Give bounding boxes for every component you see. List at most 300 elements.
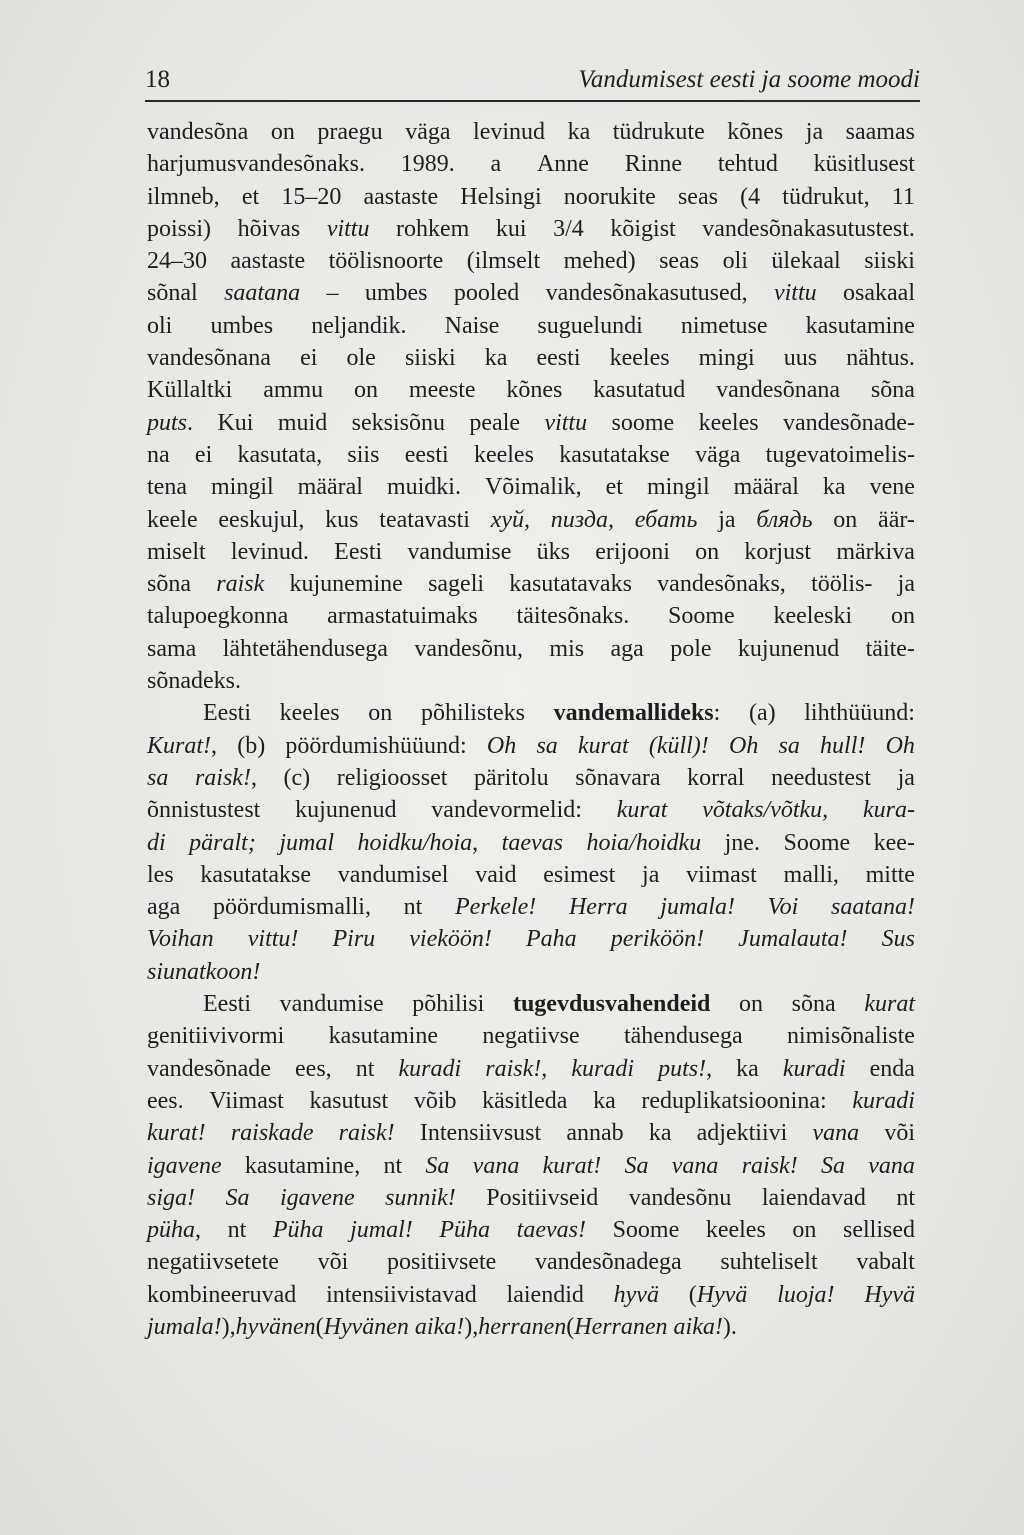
text-segment: vandesõnu	[628, 1184, 732, 1211]
word	[659, 245, 699, 277]
word	[473, 116, 545, 148]
word	[740, 181, 760, 213]
word	[228, 1214, 247, 1246]
text-segment: kasutatakse	[559, 441, 670, 468]
text-segment: käsitleda	[482, 1087, 568, 1114]
text-segment: Anne	[536, 151, 589, 178]
word	[657, 568, 786, 600]
italic-term: igavene	[279, 1184, 355, 1211]
word	[898, 568, 915, 600]
word	[147, 181, 220, 213]
word	[147, 245, 207, 277]
word	[420, 1117, 541, 1149]
text-segment: armastatuimaks	[327, 603, 478, 630]
word	[231, 245, 306, 277]
text-segment: kasutamine	[805, 312, 915, 339]
text-line	[147, 891, 915, 923]
word	[613, 1214, 680, 1246]
word	[783, 407, 915, 439]
word	[473, 1150, 520, 1182]
italic-term: kuradi	[782, 1055, 846, 1082]
text-line	[147, 1246, 915, 1278]
text-segment: rohkem	[396, 215, 470, 242]
text-segment: Rinne	[624, 151, 683, 178]
word	[611, 923, 704, 955]
text-segment: Eesti	[203, 700, 251, 727]
text-segment: ka	[567, 119, 591, 145]
italic-term: vittu!	[247, 926, 299, 953]
italic-term: raisk!	[194, 764, 251, 791]
word	[642, 859, 659, 891]
word	[405, 342, 456, 374]
italic-term: siunatkoon!	[147, 958, 261, 985]
italic-term: Püha	[439, 1217, 491, 1244]
word	[317, 116, 382, 148]
word	[787, 1020, 915, 1052]
word	[593, 374, 685, 406]
text-segment: erijooni	[595, 538, 670, 565]
text-segment: määral	[297, 474, 363, 501]
text-segment: ja	[718, 506, 736, 533]
word	[295, 1053, 332, 1085]
word	[744, 536, 811, 568]
word	[431, 794, 582, 826]
text-segment: on	[368, 700, 393, 727]
word	[517, 1214, 586, 1246]
italic-term: vittu	[326, 215, 370, 242]
italic-term: võtaks/võtku,	[702, 797, 829, 824]
text-segment: peale	[469, 409, 521, 436]
word	[147, 1182, 195, 1214]
word	[491, 504, 530, 536]
text-line	[147, 504, 915, 536]
italic-term: Sa	[624, 1152, 649, 1179]
text-segment: pöördumishüüund:	[285, 732, 467, 759]
italic-term: vana	[868, 1152, 915, 1179]
text-segment: (ilmselt	[466, 248, 541, 275]
text-segment: ka	[484, 345, 508, 372]
word	[768, 891, 799, 923]
text-segment: miselt	[147, 538, 206, 565]
word	[217, 407, 253, 439]
word	[231, 536, 309, 568]
text-segment: korjust	[744, 538, 812, 565]
word	[428, 568, 484, 600]
text-segment: neljandik.	[311, 312, 407, 339]
text-segment: vandevormelid:	[431, 797, 582, 824]
word	[697, 1117, 788, 1149]
text-segment: tehtud	[717, 151, 778, 178]
word	[347, 342, 376, 374]
text-segment: kõigist	[610, 215, 676, 242]
word	[553, 213, 584, 245]
text-segment: keeles	[473, 441, 534, 468]
word	[210, 310, 273, 342]
word	[549, 633, 584, 665]
italic-term: kuradi	[852, 1087, 915, 1114]
text-segment: vandumise	[407, 538, 512, 565]
word	[554, 697, 721, 729]
text-segment: on	[739, 991, 764, 1018]
italic-term: raisk!,	[485, 1055, 548, 1082]
word	[856, 1246, 915, 1278]
text-segment: –	[326, 280, 339, 307]
word	[831, 891, 915, 923]
italic-term: Sus	[881, 926, 915, 953]
text-segment: eeskujul,	[218, 506, 305, 533]
word	[771, 245, 840, 277]
word	[702, 213, 915, 245]
word	[863, 794, 915, 826]
text-segment: hõivas	[237, 215, 301, 242]
word	[779, 730, 800, 762]
word	[649, 1117, 672, 1149]
word	[379, 504, 470, 536]
text-segment: ilmneb,	[147, 183, 220, 210]
word	[485, 1053, 547, 1085]
text-segment: aga	[147, 894, 181, 921]
text-segment: malli,	[783, 861, 839, 888]
word	[485, 342, 508, 374]
word	[559, 439, 670, 471]
word	[564, 181, 656, 213]
word	[334, 536, 382, 568]
word	[706, 1214, 766, 1246]
text-segment: 1989.	[400, 151, 455, 178]
text-segment: kombineeruvad	[147, 1281, 297, 1308]
italic-term: Hyvä	[864, 1281, 915, 1308]
text-segment: needustest	[771, 764, 872, 791]
word	[365, 277, 428, 309]
word	[668, 600, 735, 632]
word	[641, 1085, 826, 1117]
word	[578, 730, 629, 762]
word	[147, 600, 288, 632]
text-line	[147, 859, 915, 891]
italic-term: (küll)!	[648, 732, 709, 759]
word	[383, 1150, 402, 1182]
word	[884, 1117, 915, 1149]
italic-term: блядь	[756, 506, 813, 533]
italic-term: jumala!	[147, 1313, 222, 1340]
text-segment: nt	[403, 894, 423, 921]
text-segment: ,	[195, 1217, 201, 1244]
text-segment: ).	[722, 1313, 737, 1340]
text-segment: põhilisi	[412, 991, 485, 1018]
word	[467, 245, 540, 277]
text-segment: religioosset	[336, 764, 448, 791]
text-line	[147, 245, 915, 277]
word	[606, 471, 623, 503]
italic-term: Paha	[526, 926, 577, 953]
word	[218, 504, 304, 536]
word	[792, 988, 836, 1020]
text-segment: kujunenud	[295, 797, 397, 824]
text-segment: sõnal	[147, 280, 198, 307]
italic-term: puts	[147, 409, 188, 436]
text-segment: saamas	[845, 119, 915, 145]
word	[216, 568, 264, 600]
text-segment: 24–30	[147, 248, 207, 275]
word	[727, 116, 783, 148]
text-segment: siiski	[864, 248, 915, 275]
text-segment: Helsingi	[460, 183, 542, 210]
word	[407, 536, 511, 568]
word	[814, 148, 915, 180]
text-segment: sellised	[842, 1217, 915, 1244]
word	[147, 471, 187, 503]
text-segment: mingi	[698, 345, 755, 372]
word	[739, 988, 763, 1020]
text-segment: uus	[783, 345, 818, 372]
word	[610, 213, 675, 245]
page-header	[145, 60, 920, 102]
text-segment: kasutust	[309, 1087, 389, 1114]
text-line	[147, 342, 915, 374]
italic-term: Hyvä	[696, 1281, 748, 1308]
text-segment: muidki.	[386, 474, 461, 501]
italic-term: jumal	[279, 829, 335, 856]
text-segment: vandesõnana	[147, 345, 271, 372]
word	[811, 568, 872, 600]
text-segment: reduplikatsioonina:	[641, 1087, 827, 1114]
text-segment: a	[490, 151, 502, 178]
word	[575, 762, 660, 794]
word	[225, 1182, 249, 1214]
word	[273, 1214, 324, 1246]
word	[491, 148, 502, 180]
text-segment: on	[354, 377, 379, 404]
text-segment: 11	[891, 183, 915, 210]
word	[546, 277, 748, 309]
italic-term: Hyvänen aika!	[323, 1313, 465, 1340]
word	[806, 310, 915, 342]
text-segment: põhilisteks	[420, 700, 525, 727]
text-segment: ,	[250, 764, 257, 791]
text-line	[147, 1182, 915, 1214]
word	[421, 697, 525, 729]
word	[337, 762, 448, 794]
word	[209, 1085, 284, 1117]
word	[326, 1279, 477, 1311]
text-segment: sõnavara	[575, 764, 661, 791]
text-segment: sõna	[147, 571, 191, 598]
text-segment: Soome	[612, 1217, 680, 1244]
word	[248, 923, 299, 955]
word	[284, 762, 311, 794]
text-segment: vaid	[475, 861, 517, 888]
text-segment: Soome	[668, 603, 735, 630]
word	[736, 1053, 759, 1085]
word	[610, 633, 643, 665]
word	[147, 213, 211, 245]
word	[147, 1214, 201, 1246]
italic-term: jumal!	[350, 1217, 413, 1244]
word	[387, 1246, 496, 1278]
text-segment: tugevatoimelis-	[765, 441, 915, 468]
body-text	[147, 116, 915, 1343]
word	[352, 407, 445, 439]
word	[242, 181, 259, 213]
text-segment: ole	[346, 345, 376, 372]
text-segment: sageli	[428, 571, 485, 598]
text-segment: tüdrukute	[612, 119, 705, 145]
text-line	[147, 762, 915, 794]
word	[278, 407, 327, 439]
text-segment: märkiva	[836, 538, 915, 565]
word	[543, 1150, 602, 1182]
word	[338, 859, 449, 891]
text-segment: ),	[221, 1313, 236, 1340]
word	[279, 827, 334, 859]
word	[564, 245, 636, 277]
text-segment: suhteliselt	[720, 1249, 818, 1276]
word	[486, 1182, 598, 1214]
text-segment: ülekaal	[771, 248, 841, 275]
word	[280, 1182, 355, 1214]
text-segment: (c)	[283, 764, 311, 791]
word	[147, 1020, 284, 1052]
italic-term: siga!	[147, 1184, 195, 1211]
text-segment: sõna	[791, 991, 836, 1018]
word	[474, 762, 549, 794]
word	[506, 374, 562, 406]
word	[281, 181, 341, 213]
text-segment: kus	[325, 506, 359, 533]
italic-term: periköön!	[610, 926, 705, 953]
word	[238, 213, 301, 245]
word	[617, 794, 668, 826]
italic-term: kurat	[864, 991, 915, 1018]
word	[866, 633, 915, 665]
text-segment: väga	[405, 119, 451, 145]
word	[231, 1117, 314, 1149]
word	[195, 439, 212, 471]
word	[412, 988, 484, 1020]
text-segment: ,	[211, 732, 218, 759]
word	[537, 148, 589, 180]
text-segment: nt	[383, 1152, 403, 1179]
word	[147, 504, 198, 536]
word	[414, 633, 523, 665]
text-segment: muid	[277, 409, 328, 436]
word	[147, 407, 193, 439]
word	[147, 633, 196, 665]
text-segment: vandumisel	[337, 861, 449, 888]
word	[455, 891, 536, 923]
word	[672, 1150, 719, 1182]
word	[864, 1279, 915, 1311]
word	[237, 730, 265, 762]
word	[409, 374, 476, 406]
text-line	[147, 374, 915, 406]
text-segment: mis	[549, 635, 585, 662]
text-line	[147, 310, 915, 342]
word	[147, 1053, 271, 1085]
italic-term: puts!	[658, 1055, 707, 1082]
italic-term: püha	[147, 1217, 195, 1244]
text-segment: Viimast	[209, 1087, 284, 1114]
text-segment: (a)	[748, 700, 776, 727]
word	[820, 730, 865, 762]
italic-term: Herra	[568, 894, 628, 921]
word	[350, 1214, 413, 1246]
text-segment: mitte	[865, 861, 915, 888]
text-segment: vandesõnakasutused,	[545, 280, 748, 307]
text-segment: kõnes	[506, 377, 563, 404]
text-segment: seas	[677, 183, 718, 210]
text-line	[147, 213, 915, 245]
italic-term: päralt;	[189, 829, 256, 856]
text-segment: täite-	[865, 635, 915, 662]
text-segment: tena	[147, 474, 187, 501]
text-segment: laiendavad	[761, 1184, 866, 1211]
word	[535, 1246, 682, 1278]
text-segment: noorukite	[563, 183, 656, 210]
text-segment: 3/4	[553, 215, 584, 242]
text-line	[147, 1020, 915, 1052]
text-segment: vandesõnakasutustest.	[702, 215, 915, 242]
text-segment: vandesõna	[147, 119, 249, 145]
italic-term: sa	[536, 732, 558, 759]
italic-term: raiskade	[230, 1120, 314, 1147]
text-segment: Võimalik,	[484, 474, 582, 501]
text-segment: annab	[566, 1120, 624, 1147]
word	[147, 310, 172, 342]
text-segment: ja	[642, 861, 660, 888]
word	[405, 116, 450, 148]
text-segment: ka	[593, 1087, 616, 1114]
word	[147, 116, 248, 148]
word	[327, 600, 478, 632]
word	[777, 1279, 834, 1311]
text-segment: ka	[736, 1055, 759, 1082]
text-segment: vandesõnade	[147, 1055, 271, 1082]
word	[537, 536, 570, 568]
word	[147, 1246, 279, 1278]
italic-term: ебать	[634, 506, 698, 533]
text-segment: umbes	[364, 280, 428, 307]
italic-term: raisk!	[741, 1152, 798, 1179]
text-segment: vandesõnadega	[535, 1249, 682, 1276]
word	[327, 213, 370, 245]
text-segment: oli	[147, 312, 173, 339]
text-segment: täitesõnaks.	[516, 603, 630, 630]
text-segment: ka	[822, 474, 846, 501]
italic-term: hull!	[820, 732, 866, 759]
text-segment: nimisõnaliste	[786, 1023, 915, 1050]
word	[612, 407, 675, 439]
word	[368, 697, 392, 729]
text-segment: on	[695, 538, 720, 565]
word	[224, 277, 300, 309]
text-line	[147, 1279, 915, 1311]
word	[364, 181, 439, 213]
text-segment: on	[890, 603, 915, 630]
word	[414, 1085, 457, 1117]
word	[870, 471, 915, 503]
text-segment: kasutatavaks	[509, 571, 632, 598]
text-line	[147, 568, 915, 600]
text-segment: osakaal	[843, 280, 915, 307]
word	[695, 536, 719, 568]
text-segment: seas	[659, 248, 700, 275]
word	[543, 859, 615, 891]
text-segment: (	[566, 1313, 575, 1340]
word	[318, 1246, 349, 1278]
text-segment: siis	[347, 441, 380, 468]
word	[189, 827, 256, 859]
